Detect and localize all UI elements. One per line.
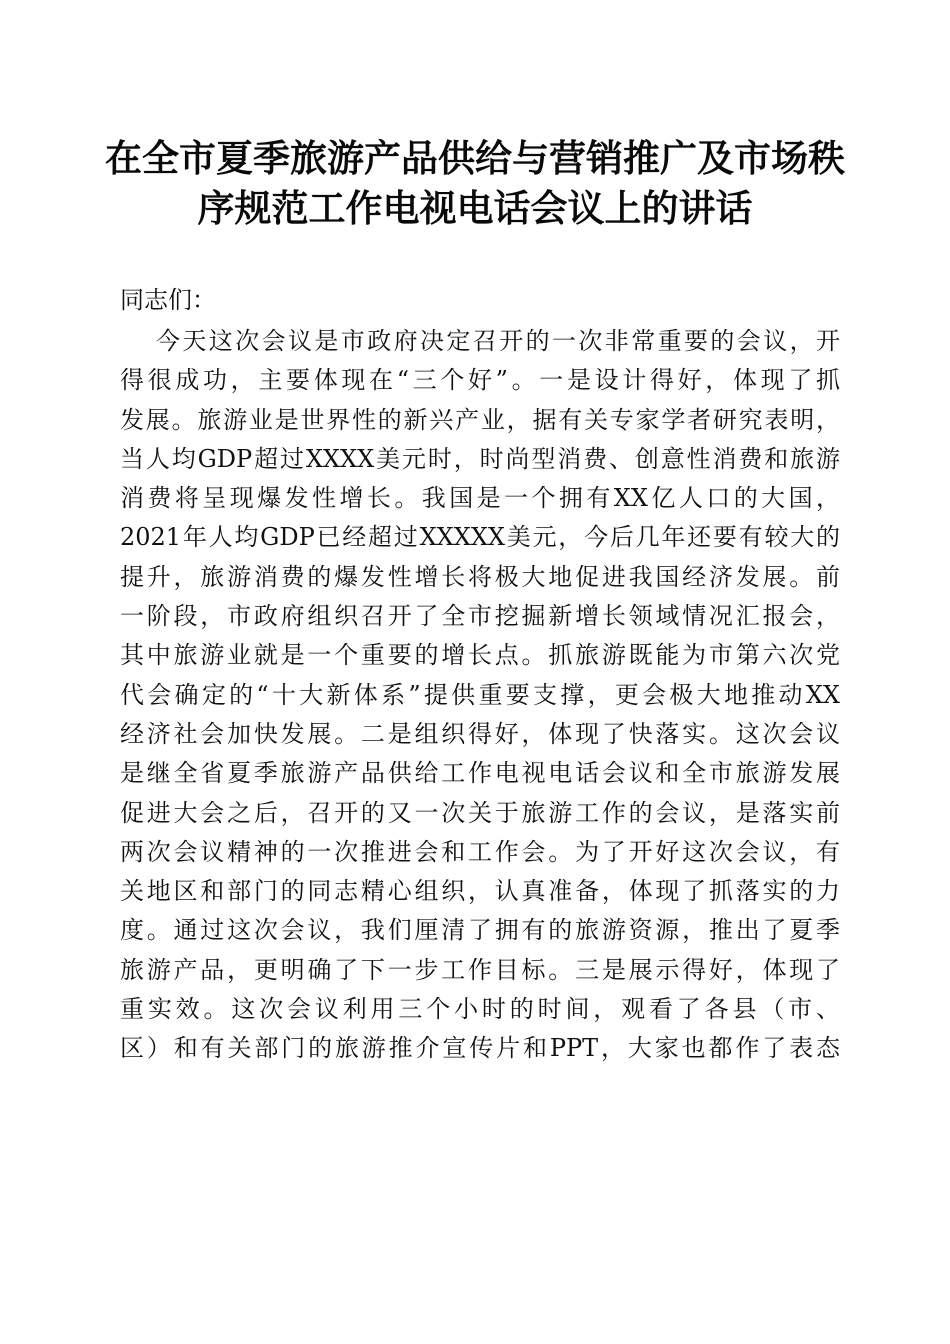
body-paragraph (120, 322, 840, 1069)
paragraph-line-17: 旅游产品，更明确了下一步工作目标。三是展示得好，体现了 (120, 955, 840, 984)
paragraph-line-19: 区）和有关部门的旅游推介宣传片和PPT，大家也都作了表态 (120, 1034, 840, 1063)
paragraph-line-2: 得很成功，主要体现在“三个好”。一是设计得好，体现了抓 (120, 366, 840, 395)
title-line-2: 序规范工作电视电话会议上的讲话 (197, 186, 753, 230)
paragraph-line-5: 消费将呈现爆发性增长。我国是一个拥有XX亿人口的大国， (120, 484, 840, 513)
paragraph-line-3: 发展。旅游业是世界性的新兴产业，据有关专家学者研究表明， (120, 405, 840, 434)
paragraph-line-13: 促进大会之后，召开的又一次关于旅游工作的会议，是落实前 (120, 798, 840, 827)
paragraph-line-12: 是继全省夏季旅游产品供给工作电视电话会议和全市旅游发展 (120, 759, 840, 788)
paragraph-line-11: 经济社会加快发展。二是组织得好，体现了快落实。这次会议 (120, 719, 840, 748)
paragraph-line-15: 关地区和部门的同志精心组织，认真准备，体现了抓落实的力 (120, 877, 840, 906)
paragraph-line-16: 度。通过这次会议，我们厘清了拥有的旅游资源，推出了夏季 (120, 916, 840, 945)
paragraph-line-9: 其中旅游业就是一个重要的增长点。抓旅游既能为市第六次党 (120, 641, 840, 670)
paragraph-line-14: 两次会议精神的一次推进会和工作会。为了开好这次会议，有 (120, 837, 840, 866)
paragraph-line-6: 2021年人均GDP已经超过XXXXX美元，今后几年还要有较大的 (120, 523, 840, 552)
paragraph-line-7: 提升，旅游消费的爆发性增长将极大地促进我国经济发展。前 (120, 562, 840, 591)
document-title (100, 133, 850, 233)
paragraph-line-8: 一阶段，市政府组织召开了全市挖掘新增长领域情况汇报会， (120, 602, 840, 631)
paragraph-line-1: 今天这次会议是市政府决定召开的一次非常重要的会议，开 (156, 327, 840, 355)
salutation: 同志们： (120, 286, 216, 314)
title-line-1: 在全市夏季旅游产品供给与营销推广及市场秩 (105, 136, 845, 180)
paragraph-line-4: 当人均GDP超过XXXX美元时，时尚型消费、创意性消费和旅游 (120, 444, 840, 473)
paragraph-line-18: 重实效。这次会议利用三个小时的时间，观看了各县（市、 (120, 995, 840, 1024)
paragraph-line-10: 代会确定的“十大新体系”提供重要支撑，更会极大地推动XX (120, 680, 840, 709)
